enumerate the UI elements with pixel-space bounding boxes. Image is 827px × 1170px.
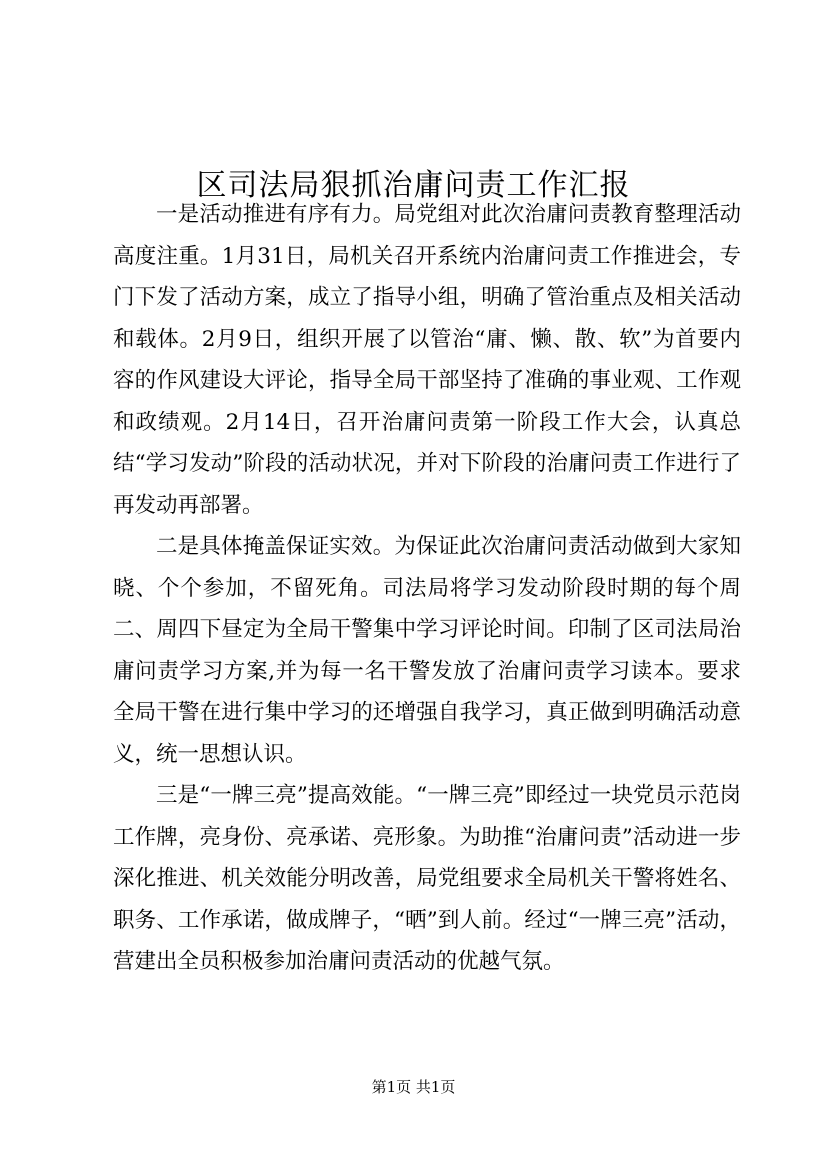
paragraph-2: 二是具体掩盖保证实效。为保证此次治庸问责活动做到大家知晓、个个参加，不留死角。司法局将学习发动阶段时期的每个周二、周四下昼定为全局干警集中学习评论时间。印制了区司法局治庸问责学习方案,并为每一名干警发放了治庸问责学习读本。要求全局干警在进行集中学习的还增强自我学习，真正做到明确活动意义，统一思想认识。 [113,534,741,767]
paragraph-1: 一是活动推进有序有力。局党组对此次治庸问责教育整理活动高度注重。1月31日，局机关召开系统内治庸问责工作推进会，专门下发了活动方案，成立了指导小组，明确了管治重点及相关活动和载体。2月9日，组织开展了以管治“庸、懒、散、软”为首要内容的作风建设大评论，指导全局干部坚持了准确的事业观、工作观和政绩观。2月14日，召开治庸问责第一阶段工作大会，认真总结“学习发动”阶段的活动状况，并对下阶段的治庸问责工作进行了再发动再部署。 [113,202,741,518]
page-footer: 第1页 共1页 [371,1078,456,1096]
document-body [113,194,741,983]
paragraph-3: 三是“一牌三亮”提高效能。“一牌三亮”即经过一块党员示范岗工作牌，亮身份、亮承诺、亮形象。为助推“治庸问责”活动进一步深化推进、机关效能分明改善，局党组要求全局机关干警将姓名、职务、工作承诺，做成牌子，“晒”到人前。经过“一牌三亮”活动，营建出全员积极参加治庸问责活动的优越气氛。 [113,783,741,974]
document-title: 区司法局狠抓治庸问责工作汇报 [196,168,631,204]
